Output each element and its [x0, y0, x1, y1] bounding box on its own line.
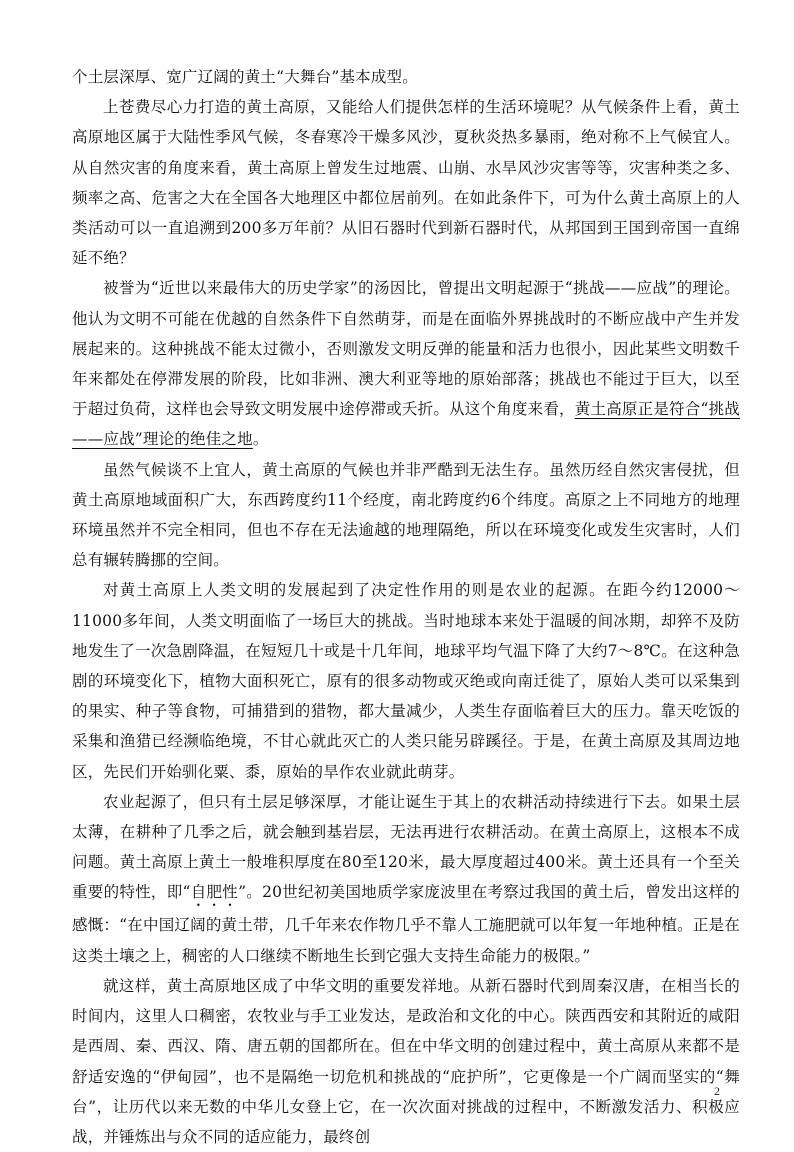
paragraph: [72, 971, 740, 1152]
paragraph: [72, 455, 740, 576]
page-number: 2: [714, 1084, 720, 1098]
paragraph: [72, 575, 740, 786]
paragraph: [72, 62, 740, 92]
paragraph: [72, 273, 740, 454]
paragraph: [72, 92, 740, 273]
text-segment: 虽然气候谈不上宜人，黄土高原的气候也并非严酷到无法生存。虽然历经自然灾害侵扰，但黄土高原地域面积广大，东西跨度约11个经度，南北跨度约6个纬度。高原之上不同地方的地理环境虽然并不完全相同，但也不存在无法逾越的地理隔绝，所以在环境变化或发生灾害时，人们总有辗转腾挪的空间。: [72, 460, 740, 570]
text-segment: 就这样，黄土高原地区成了中华文明的重要发祥地。从新石器时代到周秦汉唐，在相当长的时间内，这里人口稠密，农牧业与手工业发达，是政治和文化的中心。陕西西安和其附近的咸阳是西周、秦、西汉、隋、唐五朝的国都所在。但在中华文明的创建过程中，黄土高原从来都不是舒适安逸的“伊甸园”，也不是隔绝一切危机和挑战的“庇护所”，它更像是一个广阔而坚实的“舞台”，让历代以来无数的中华儿女登上它，在一次次面对挑战的过程中，不断激发活力、积极应战，并锤炼出与众不同的适应能力，最终创: [72, 976, 740, 1146]
text-segment: 个土层深厚、宽广辽阔的黄土“大舞台”基本成型。: [72, 68, 418, 86]
text-segment: 农业起源了，但只有土层足够深厚，才能让诞生于其上的农耕活动持续进行下去。如果土层太薄，在耕种了几季之后，就会触到基岩层，无法再进行农耕活动。在黄土高原上，这根本不成问题。黄土高原上黄土一般堆积厚度在80至120米，最大厚度超过400米。黄土还具有一个至关重要的特性，即“: [72, 792, 740, 902]
text-segment: ”。20世纪初美国地质学家庞波里在考察过我国的黄土后，曾发出这样的感慨：“在中国辽阔的黄土带，几千年来农作物几乎不靠人工施肥就可以年复一年地种植。正是在这类土壤之上，稠密的人口继续不断地生长到它强大支持生命能力的极限。”: [72, 883, 741, 965]
text-segment: 上苍费尽心力打造的黄土高原，又能给人们提供怎样的生活环境呢？从气候条件上看，黄土高原地区属于大陆性季风气候，冬春寒冷干燥多风沙，夏秋炎热多暴雨，绝对称不上气候宜人。从自然灾害的角度来看，黄土高原上曾发生过地震、山崩、水旱风沙灾害等等，灾害种类之多、频率之高、危害之大在全国各大地理区中都位居前列。在如此条件下，可为什么黄土高原上的人类活动可以一直追溯到200多万年前？从旧石器时代到新石器时代，从邦国到王国到帝国一直绵延不绝？: [72, 98, 740, 268]
paragraph: [72, 787, 740, 971]
text-segment: 。: [252, 430, 269, 449]
underlined-sentence: 黄土高原正是符合“挑战——应战”理论的绝佳之地: [72, 400, 741, 449]
emphasis-dotted-term: 自肥性: [190, 883, 239, 902]
text-segment: 被誉为“近世以来最伟大的历史学家”的汤因比，曾提出文明起源于“挑战——应战”的理论。他认为文明不可能在优越的自然条件下自然萌芽，而是在面临外界挑战时的不断应战中产生并发展起来的。这种挑战不能太过微小，否则激发文明反弹的能量和活力也很小，因此某些文明数千年来都处在停滞发展的阶段，比如非洲、澳大利亚等地的原始部落；挑战也不能过于巨大，以至于超过负荷，这样也会导致文明发展中途停滞或夭折。从这个角度来看，: [72, 279, 740, 419]
document-body: [72, 62, 740, 1152]
text-segment: 对黄土高原上人类文明的发展起到了决定性作用的则是农业的起源。在距今约12000～11000多年间，人类文明面临了一场巨大的挑战。当时地球本来处于温暖的间冰期，却猝不及防地发生了一次急剧降温，在短短几十或是十几年间，地球平均气温下降了大约7～8℃。在这种急剧的环境变化下，植物大面积死亡，原有的很多动物或灭绝或向南迁徙了，原始人类可以采集到的果实、种子等食物，可捕猎到的猎物，都大量减少，人类生存面临着巨大的压力。靠天吃饭的采集和渔猎已经濒临绝境，不甘心就此灭亡的人类只能另辟蹊径。于是，在黄土高原及其周边地区，先民们开始驯化粟、黍，原始的旱作农业就此萌芽。: [72, 581, 740, 781]
